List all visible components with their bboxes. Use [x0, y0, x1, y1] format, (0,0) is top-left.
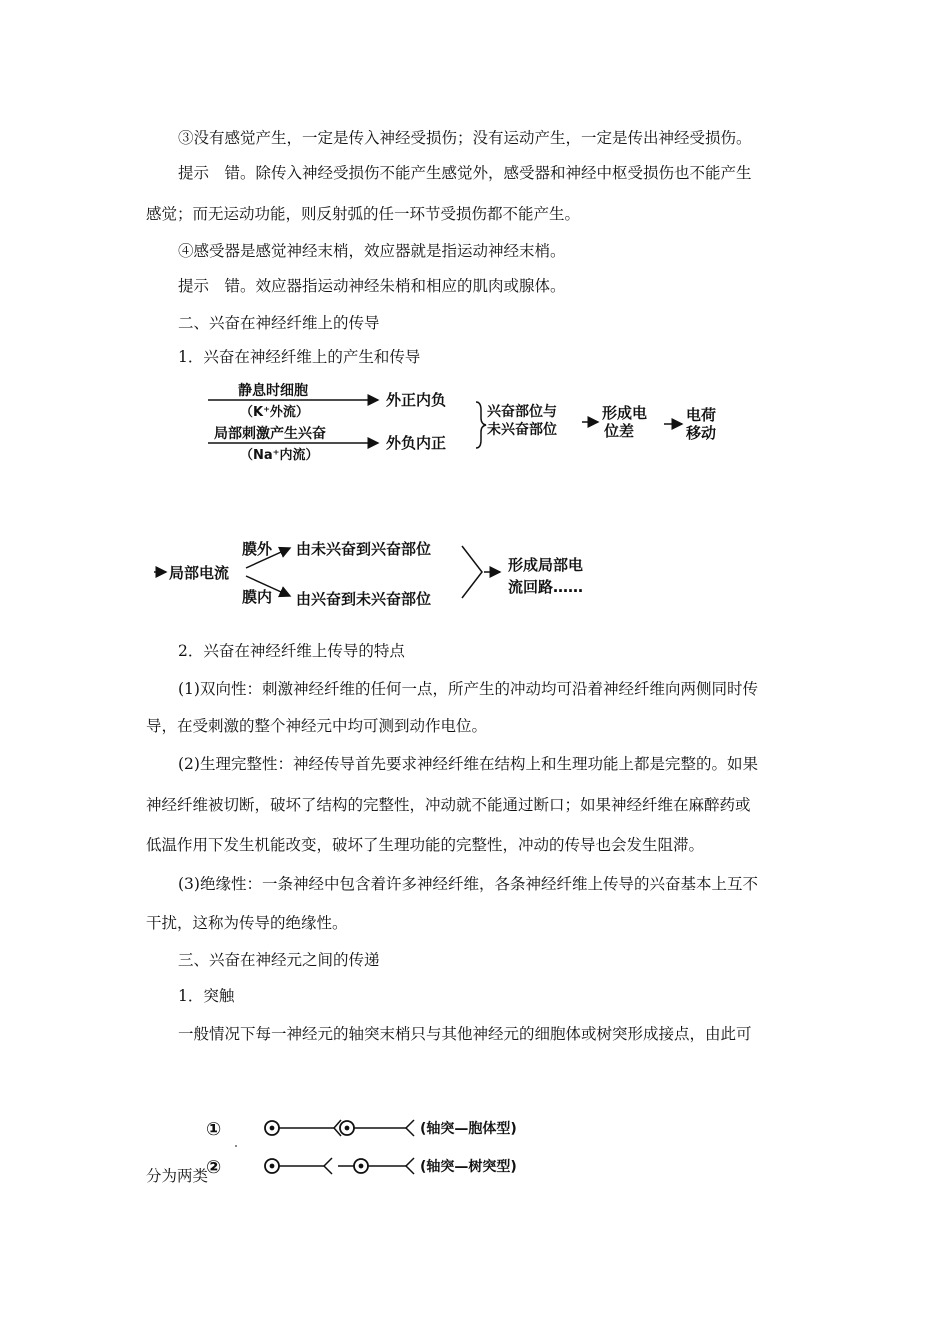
bottom-above-label: 局部刺激产生兴奋 [214, 426, 326, 442]
merge-bracket [462, 546, 482, 598]
local-current-diagram [150, 530, 620, 614]
bottom-below-label: （Na⁺内流） [240, 448, 319, 463]
subsection-heading: 2．兴奋在神经纤维上传导的特点 [178, 642, 405, 660]
dot-mark [235, 1145, 237, 1147]
paragraph: 低温作用下发生机能改变，破坏了生理功能的完整性，冲动的传导也会发生阻滞。 [146, 836, 705, 854]
paragraph: (1)双向性：刺激神经纤维的任何一点，所产生的冲动均可沿着神经纤维向两侧同时传 [178, 680, 758, 698]
paragraph: 导，在受刺激的整个神经元中均可测到动作电位。 [146, 717, 488, 735]
brace [476, 402, 486, 448]
result-label-1: 形成局部电 [508, 556, 584, 574]
top-result: 外正内负 [386, 391, 447, 409]
synapse-types-diagram [200, 1108, 540, 1184]
nucleus [270, 1164, 275, 1169]
paragraph: 一般情况下每一神经元的轴突末梢只与其他神经元的细胞体或树突形成接点，由此可 [178, 1025, 752, 1043]
start-label: 局部电流 [169, 564, 230, 582]
result-label-2: 流回路…… [508, 578, 584, 596]
paragraph: (2)生理完整性：神经传导首先要求神经纤维在结构上和生理功能上都是完整的。如果 [178, 755, 758, 773]
end-label-2: 移动 [686, 424, 717, 442]
top-below-label: （K⁺外流） [240, 405, 309, 420]
synapse-terminal [406, 1158, 414, 1174]
paragraph: 提示 错。除传入神经受损伤不能产生感觉外，感受器和神经中枢受损伤也不能产生 [178, 164, 752, 182]
paragraph: 干扰，这称为传导的绝缘性。 [146, 914, 348, 932]
type-number-1: ① [206, 1119, 222, 1140]
mid-label-1: 兴奋部位与 [487, 404, 557, 420]
type-1-label: (轴突—胞体型) [420, 1121, 517, 1137]
type-2-label: (轴突—树突型) [420, 1159, 517, 1175]
paragraph: 提示 错。效应器指运动神经朱梢和相应的肌肉或腺体。 [178, 277, 566, 295]
form-label-2: 位差 [604, 422, 635, 440]
outer-label: 膜外 [242, 540, 273, 558]
subsection-heading: 1．突触 [178, 987, 235, 1005]
paragraph: ④感受器是感觉神经末梢，效应器就是指运动神经末梢。 [178, 242, 566, 260]
synapse-terminal [324, 1158, 332, 1174]
form-label-1: 形成电 [602, 404, 648, 422]
inner-label: 膜内 [242, 588, 273, 606]
bottom-result: 外负内正 [386, 434, 447, 452]
type-number-2: ② [206, 1157, 222, 1178]
outer-path-label: 由未兴奋到兴奋部位 [296, 540, 432, 558]
top-above-label: 静息时细胞 [238, 383, 308, 399]
inner-path-label: 由兴奋到未兴奋部位 [296, 590, 432, 608]
nucleus [345, 1126, 350, 1131]
paragraph: 感觉；而无运动功能，则反射弧的任一环节受损伤都不能产生。 [146, 205, 581, 223]
synapse-terminal [406, 1120, 414, 1136]
subsection-heading: 1．兴奋在神经纤维上的产生和传导 [178, 348, 421, 366]
paragraph: 神经纤维被切断，破坏了结构的完整性，冲动就不能通过断口；如果神经纤维在麻醉药或 [146, 796, 751, 814]
excitation-generation-diagram [200, 378, 740, 468]
nucleus [359, 1164, 364, 1169]
nucleus [270, 1126, 275, 1131]
section-heading: 二、兴奋在神经纤维上的传导 [178, 314, 380, 332]
section-heading: 三、兴奋在神经元之间的传递 [178, 951, 380, 969]
paragraph: 分为两类 [146, 1167, 209, 1185]
end-label-1: 电荷 [686, 406, 717, 424]
paragraph: ③没有感觉产生，一定是传入神经受损伤；没有运动产生，一定是传出神经受损伤。 [178, 129, 752, 147]
paragraph: (3)绝缘性：一条神经中包含着许多神经纤维，各条神经纤维上传导的兴奋基本上互不 [178, 875, 758, 893]
mid-label-2: 未兴奋部位 [487, 422, 557, 438]
